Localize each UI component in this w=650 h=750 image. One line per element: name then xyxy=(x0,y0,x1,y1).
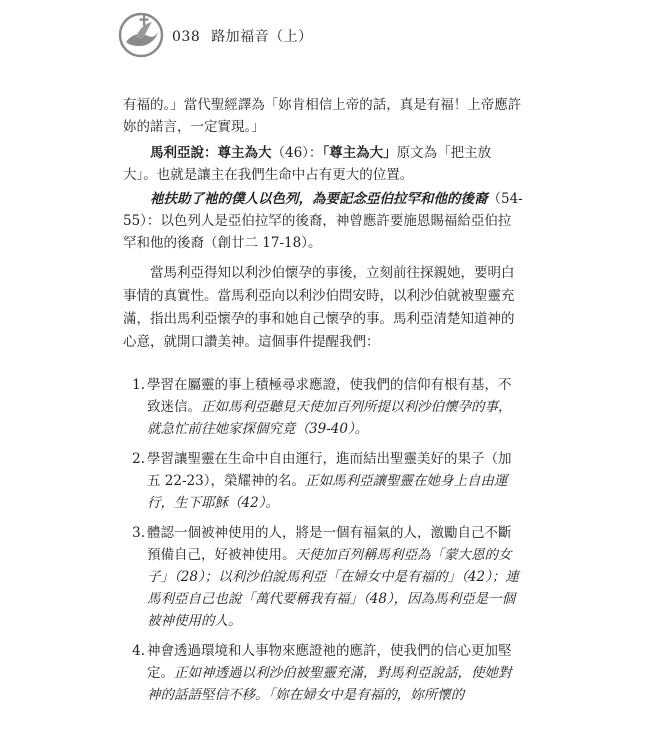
paragraph-4-text: 當馬利亞得知以利沙伯懷孕的事後，立刻前往探親她，要明白事情的真實性。當馬利亞向以利沙伯問安時，以利沙伯就被聖靈充滿，指出馬利亞懷孕的事和她自己懷孕的事。馬利亞清楚知道神的心意，就開口讚美神。這個事件提醒我們： xyxy=(123,265,515,350)
list-item xyxy=(123,522,523,632)
list-item-example: 正如馬利亞聽見天使加百列所提以利沙伯懷孕的事，就急忙前往她家探個究竟（39-40）。 xyxy=(147,399,512,437)
dove-cross-logo-icon xyxy=(118,12,164,58)
paragraph-2-lead: 馬利亞說：尊主為大 xyxy=(150,145,272,161)
list-item-example: 天使加百列稱馬利亞為「蒙大恩的女子」（28）；以利沙伯說馬利亞「在婦女中是有福的」（42）；連馬利亞自己也說「萬代要稱我有福」（48），因為馬利亞是一個被神使用的人。 xyxy=(147,547,519,629)
list-item-example: 正如神透過以利沙伯被聖靈充滿，對馬利亞說話，使她對神的話語堅信不移。「妳在婦女中是有福的，妳所懷的 xyxy=(147,665,512,703)
paragraph-3-lead: 祂扶助了祂的僕人以色列，為要記念亞伯拉罕和他的後裔 xyxy=(150,191,488,207)
paragraph-1 xyxy=(123,94,523,138)
list-item-number: 1. xyxy=(132,377,145,393)
list-item xyxy=(123,374,523,440)
paragraph-2-rest: 原文為「把主放大」。也就是讓主在我們生命中占有更大的位置。 xyxy=(123,145,492,183)
list-item-number: 4. xyxy=(132,643,145,659)
book-title: 路加福音（上） xyxy=(211,29,313,45)
paragraph-4 xyxy=(123,262,523,354)
paragraph-2-text xyxy=(123,142,523,186)
list-item-main: 神會透過環境和人事物來應證祂的應許，使我們的信心更加堅定。 xyxy=(147,643,512,681)
list-item-main: 學習讓聖靈在生命中自由運行，進而結出聖靈美好的果子（加五 22-23），榮耀神的名。 xyxy=(147,451,512,489)
list-item-number: 2. xyxy=(132,451,145,467)
list-item xyxy=(123,640,523,706)
paragraph-3 xyxy=(123,188,523,254)
paragraph-2 xyxy=(123,142,523,186)
list-item-number: 3. xyxy=(132,525,145,541)
list-item-example: 正如馬利亞讓聖靈在她身上自由運行，生下耶穌（42）。 xyxy=(147,473,508,511)
paragraph-1-text: 有福的。」當代聖經譯為「妳肯相信上帝的話，真是有福！上帝應許妳的諾言，一定實現。」 xyxy=(123,97,522,135)
list-item-main: 學習在屬靈的事上積極尋求應證，使我們的信仰有根有基，不致迷信。 xyxy=(147,377,512,415)
running-header xyxy=(172,26,319,46)
page-number: 038 xyxy=(172,29,201,45)
list-item xyxy=(123,448,523,514)
paragraph-2-ref: （46）： xyxy=(271,145,323,161)
paragraph-3-text xyxy=(123,188,523,254)
paragraph-2-quote: 「尊主為大」 xyxy=(322,145,397,161)
paragraph-3-rest: （54-55）：以色列人是亞伯拉罕的後裔，神曾應許要施恩賜福給亞伯拉罕和他的後裔（創廿二 17-18）。 xyxy=(123,191,523,251)
lesson-list xyxy=(123,374,523,714)
list-item-main: 體認一個被神使用的人，將是一個有福氣的人，激勵自己不斷預備自己，好被神使用。 xyxy=(147,525,512,563)
